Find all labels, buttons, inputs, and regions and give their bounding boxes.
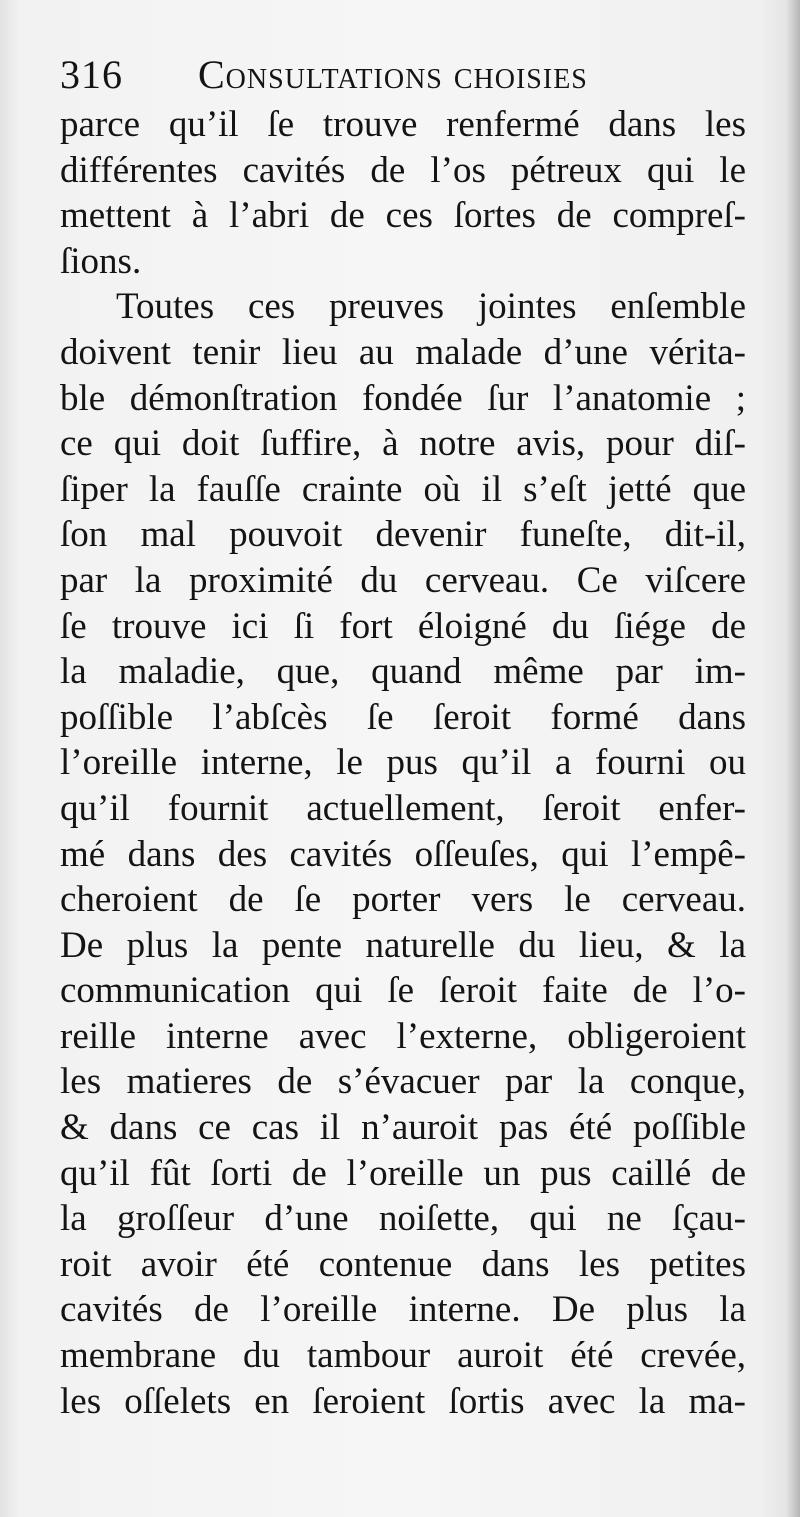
text-line: différentes cavités de l’os pétreux qui le: [60, 149, 746, 191]
text-line: roit avoir été contenue dans les petites: [60, 1243, 746, 1285]
text-line: membrane du tambour auroit été crevée,: [60, 1335, 746, 1377]
running-title: Consultations choisies: [198, 52, 588, 97]
text-line: ble démonſtration fondée ſur l’anatomie ;: [60, 377, 746, 419]
text-line: cheroient de ſe porter vers le cerveau.: [60, 879, 746, 921]
text-line: qu’il fournit actuellement, ſeroit enfer-: [60, 787, 746, 829]
text-line: les oſſelets en ſeroient ſortis avec la ma-: [60, 1380, 746, 1422]
text-line: ſon mal pouvoit devenir funeſte, dit-il,: [60, 514, 746, 556]
text-line: ce qui doit ſuffire, à notre avis, pour diſ-: [60, 423, 746, 465]
text-line: l’oreille interne, le pus qu’il a fourni ou: [60, 742, 746, 784]
text-line: communication qui ſe ſeroit faite de l’o-: [60, 970, 746, 1012]
text-line: cavités de l’oreille interne. De plus la: [60, 1289, 746, 1331]
text-line: De plus la pente naturelle du lieu, & la: [60, 924, 746, 966]
page-edge-shadow: [786, 0, 800, 1517]
text-line: & dans ce cas il n’auroit pas été poſſible: [60, 1107, 746, 1149]
page-text: [60, 48, 746, 1424]
text-line: ſe trouve ici ſi fort éloigné du ſiége de: [60, 605, 746, 647]
text-line: parce qu’il ſe trouve renfermé dans les: [60, 104, 746, 145]
text-line: qu’il fût ſorti de l’oreille un pus caillé de: [60, 1152, 746, 1194]
text-line: mé dans des cavités oſſeuſes, qui l’empê-: [60, 833, 746, 875]
text-line: par la proximité du cerveau. Ce viſcere: [60, 559, 746, 601]
running-head: [60, 48, 746, 102]
text-line: la groſſeur d’une noiſette, qui ne ſçau-: [60, 1198, 746, 1240]
text-line: ſions.: [60, 240, 142, 282]
text-line: mettent à l’abri de ces ſortes de compreſ-: [60, 195, 746, 237]
text-line: doivent tenir lieu au malade d’une vérita-: [60, 331, 746, 373]
text-line: reille interne avec l’externe, obligeroient: [60, 1015, 746, 1057]
page-number: 316: [60, 52, 123, 97]
paragraph-first-line: Toutes ces preuves jointes enſemble: [116, 286, 746, 328]
text-line: poſſible l’abſcès ſe ſeroit formé dans: [60, 696, 746, 738]
text-line: les matieres de s’évacuer par la conque,: [60, 1061, 746, 1103]
text-line: la maladie, que, quand même par im-: [60, 651, 746, 693]
text-line: ſiper la fauſſe crainte où il s’eſt jetté que: [60, 468, 746, 510]
